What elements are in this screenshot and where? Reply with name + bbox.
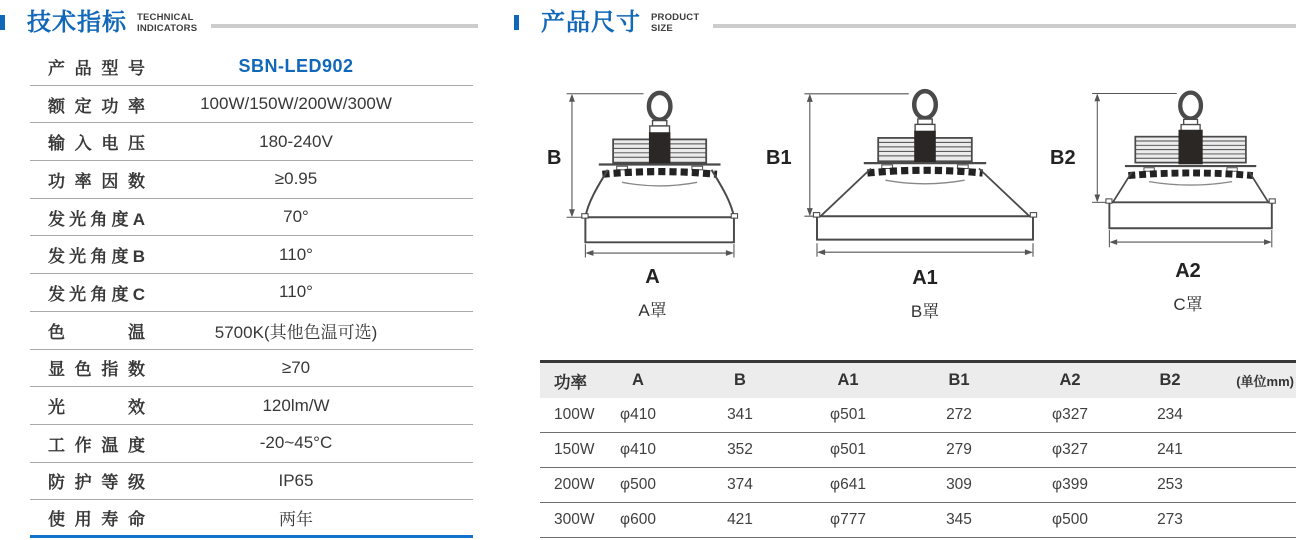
spec-row — [30, 236, 473, 274]
spec-value-model: SBN-LED902 — [238, 55, 354, 76]
spec-value: ≥0.95 — [274, 169, 318, 189]
spec-value: 5700K(其他色温可选) — [214, 322, 378, 342]
spec-value: 180-240V — [259, 131, 333, 151]
size-title: 产品尺寸 — [541, 9, 641, 36]
spec-label: 功率因数 — [48, 171, 145, 191]
accent-square-icon — [514, 15, 519, 30]
highbay-lamp-diagram-a-icon — [545, 83, 760, 262]
spec-label: 产品型号 — [48, 58, 145, 78]
spec-row — [30, 161, 473, 199]
figure-cover-a — [545, 83, 760, 321]
spec-value: 两年 — [279, 510, 313, 530]
spec-row — [30, 350, 473, 388]
figure-cover-b — [766, 83, 1060, 322]
dim-table-cell: φ327 — [1052, 406, 1088, 423]
spec-value: -20~45°C — [259, 433, 333, 453]
dim-table-cell: 352 — [727, 441, 753, 458]
dim-table-cell: 100W — [554, 406, 595, 423]
dim-table-cell: 374 — [727, 476, 753, 493]
spec-row — [30, 86, 473, 124]
tech-subtitle-line2: INDICATORS — [137, 22, 198, 34]
dim-table-cell: 300W — [554, 511, 595, 528]
dim-header-cell: A2 — [1059, 371, 1081, 389]
dimension-table-body — [540, 398, 1296, 538]
size-subtitle — [651, 13, 699, 35]
product-figures — [514, 83, 1296, 333]
dim-table-cell: φ410 — [620, 406, 656, 423]
dim-table-cell: 200W — [554, 476, 595, 493]
spec-value: ≥70 — [281, 357, 311, 377]
spec-label: 工作温度 — [48, 435, 145, 455]
figure-caption-b: B罩 — [910, 302, 940, 321]
dim-header-cell: A — [632, 371, 644, 389]
dim-table-cell: φ600 — [620, 511, 656, 528]
spec-label: 额定功率 — [48, 96, 145, 116]
dim-table-cell: 421 — [727, 511, 753, 528]
dim-table-cell: 341 — [727, 406, 753, 423]
spec-label: 使用寿命 — [48, 510, 145, 530]
spec-value: 110° — [279, 282, 313, 302]
dim-table-cell: 345 — [946, 511, 972, 528]
spec-row — [30, 312, 473, 350]
dim-table-cell: 273 — [1157, 511, 1183, 528]
tech-title: 技术指标 — [27, 9, 127, 36]
dim-table-cell: φ410 — [620, 441, 656, 458]
dimension-table-header — [540, 360, 1296, 398]
dim-header-cell: B1 — [948, 371, 970, 389]
dim-table-cell: 272 — [946, 406, 972, 423]
size-header — [514, 8, 1296, 42]
dim-label-B2: B2 — [1050, 147, 1076, 169]
dim-table-cell: φ327 — [1052, 441, 1088, 458]
dim-table-cell: 253 — [1157, 476, 1183, 493]
spec-row — [30, 425, 473, 463]
spec-row — [30, 463, 473, 501]
dim-label-A1: A1 — [912, 267, 938, 289]
spec-row — [30, 274, 473, 312]
spec-table — [30, 48, 473, 538]
header-rule — [211, 24, 478, 28]
tech-header — [0, 8, 478, 42]
dim-header-cell: A1 — [837, 371, 859, 389]
spec-value: 120lm/W — [262, 395, 330, 415]
dim-unit-note: (单位mm) — [1236, 374, 1294, 389]
dim-table-cell: φ399 — [1052, 476, 1088, 493]
dim-table-row — [540, 468, 1296, 503]
dim-label-B1: B1 — [766, 147, 792, 169]
dimension-table — [540, 360, 1296, 538]
dim-table-cell: 234 — [1157, 406, 1183, 423]
dim-table-cell: φ500 — [620, 476, 656, 493]
spec-label: 发光角度B — [48, 247, 145, 267]
spec-row — [30, 387, 473, 425]
dim-table-cell: 150W — [554, 441, 595, 458]
section-technical-indicators — [0, 8, 478, 540]
highbay-lamp-diagram-b-icon — [790, 83, 1060, 263]
dim-table-cell: φ641 — [830, 476, 866, 493]
spec-value: 110° — [279, 244, 313, 264]
spec-value: IP65 — [278, 470, 314, 490]
spec-row — [30, 48, 473, 86]
size-subtitle-line1: PRODUCT — [651, 12, 700, 23]
spec-value: 70° — [283, 207, 309, 227]
spec-row — [30, 199, 473, 237]
dim-table-cell: φ501 — [830, 441, 866, 458]
dim-table-row — [540, 398, 1296, 433]
dim-table-cell: φ500 — [1052, 511, 1088, 528]
spec-label: 显色指数 — [48, 360, 145, 380]
spec-label: 发光角度C — [48, 284, 145, 304]
dim-header-cell: B — [734, 371, 746, 389]
spec-label: 防护等级 — [48, 473, 145, 493]
dim-header-cell: 功率 — [554, 373, 587, 392]
spec-row — [30, 500, 473, 538]
dim-table-row — [540, 503, 1296, 538]
dim-table-row — [540, 433, 1296, 468]
dim-table-cell: φ777 — [830, 511, 866, 528]
spec-label: 色温 — [48, 322, 145, 342]
spec-label: 输入电压 — [48, 134, 145, 154]
dim-table-cell: φ501 — [830, 406, 866, 423]
dim-header-cell: B2 — [1159, 371, 1181, 389]
accent-square-icon — [0, 15, 5, 30]
dim-table-cell: 279 — [946, 441, 972, 458]
spec-label: 发光角度A — [48, 209, 145, 229]
figure-caption-a: A罩 — [638, 301, 667, 320]
dim-label-A2: A2 — [1175, 260, 1201, 282]
tech-subtitle — [137, 13, 197, 35]
size-subtitle-line2: SIZE — [651, 22, 673, 34]
dim-table-cell: 241 — [1157, 441, 1183, 458]
tech-subtitle-line1: TECHNICAL — [137, 12, 194, 23]
dim-table-cell: 309 — [946, 476, 972, 493]
dim-label-A: A — [645, 266, 660, 288]
dim-label-B: B — [547, 147, 562, 169]
spec-label: 光效 — [48, 398, 145, 418]
figure-cover-c — [1050, 83, 1296, 315]
section-product-size — [514, 8, 1296, 540]
spec-row — [30, 123, 473, 161]
spec-value: 100W/150W/200W/300W — [200, 94, 392, 114]
header-rule — [713, 24, 1296, 28]
highbay-lamp-diagram-c-icon — [1080, 83, 1296, 256]
figure-caption-c: C罩 — [1173, 295, 1203, 314]
